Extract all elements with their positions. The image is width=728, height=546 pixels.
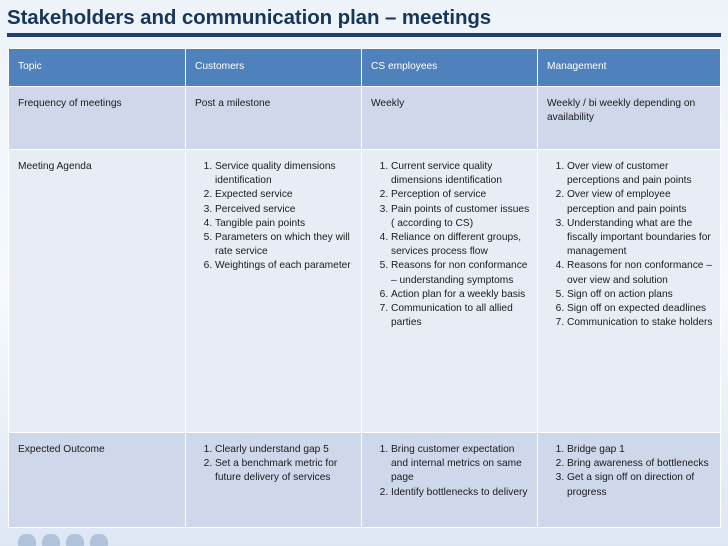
slide-title: Stakeholders and communication plan – meetings	[7, 6, 492, 29]
customers-cell: Post a milestone	[186, 87, 362, 150]
management-cell	[538, 150, 721, 433]
table-header-row	[9, 49, 721, 87]
list-item: 6. Action plan for a weekly basis	[391, 288, 531, 302]
list-item: 5. Sign off on action plans	[567, 288, 714, 302]
table-row-outcome	[9, 433, 721, 528]
topic-cell: Frequency of meetings	[9, 87, 186, 150]
customers-cell	[186, 150, 362, 433]
customers-agenda-list	[195, 160, 355, 274]
figure-shape	[42, 534, 60, 546]
list-item: 5. Reasons for non conformance – understanding symptoms	[391, 259, 531, 287]
cs-employees-cell	[362, 150, 538, 433]
topic-cell: Meeting Agenda	[9, 150, 186, 433]
list-item: 4. Tangible pain points	[215, 217, 355, 231]
list-item: 3. Perceived service	[215, 203, 355, 217]
management-cell	[538, 433, 721, 528]
table-row-frequency	[9, 87, 721, 150]
list-item: 1. Current service quality dimensions identification	[391, 160, 531, 188]
column-header-management: Management	[538, 49, 721, 87]
list-item: 3. Get a sign off on direction of progress	[567, 471, 714, 499]
list-item: 6. Weightings of each parameter	[215, 259, 355, 273]
list-item: 7. Communication to all allied parties	[391, 302, 531, 330]
list-item: 4. Reliance on different groups, services process flow	[391, 231, 531, 259]
column-header-customers: Customers	[186, 49, 362, 87]
list-item: 3. Pain points of customer issues ( according to CS)	[391, 203, 531, 231]
topic-cell: Expected Outcome	[9, 433, 186, 528]
list-item: 4. Reasons for non conformance – over view and solution	[567, 259, 714, 287]
customers-cell	[186, 433, 362, 528]
list-item: 1. Service quality dimensions identification	[215, 160, 355, 188]
figure-shape	[66, 534, 84, 546]
list-item: 1. Bring customer expectation and internal metrics on same page	[391, 443, 531, 486]
figure-shape	[90, 534, 108, 546]
list-item: 5. Parameters on which they will rate service	[215, 231, 355, 259]
list-item: 2. Bring awareness of bottlenecks	[567, 457, 714, 471]
list-item: 2. Set a benchmark metric for future delivery of services	[215, 457, 355, 485]
management-outcome-list	[547, 443, 714, 500]
cs-employees-cell	[362, 433, 538, 528]
list-item: 1. Clearly understand gap 5	[215, 443, 355, 457]
customers-outcome-list	[195, 443, 355, 486]
list-item: 1. Over view of customer perceptions and pain points	[567, 160, 714, 188]
table-row-agenda	[9, 150, 721, 433]
list-item: 1. Bridge gap 1	[567, 443, 714, 457]
list-item: 3. Understanding what are the fiscally important boundaries for management	[567, 217, 714, 260]
cs-employees-agenda-list	[371, 160, 531, 330]
column-header-topic: Topic	[9, 49, 186, 87]
management-agenda-list	[547, 160, 714, 330]
management-cell: Weekly / bi weekly depending on availability	[538, 87, 721, 150]
column-header-cs-employees: CS employees	[362, 49, 538, 87]
list-item: 2. Perception of service	[391, 188, 531, 202]
title-underline	[7, 33, 721, 37]
list-item: 2. Expected service	[215, 188, 355, 202]
background-figures-decoration	[18, 532, 138, 546]
list-item: 6. Sign off on expected deadlines	[567, 302, 714, 316]
figure-shape	[18, 534, 36, 546]
list-item: 2. Over view of employee perception and pain points	[567, 188, 714, 216]
list-item: 7. Communication to stake holders	[567, 316, 714, 330]
list-item: 2. Identify bottlenecks to delivery	[391, 486, 531, 500]
cs-employees-cell: Weekly	[362, 87, 538, 150]
cs-employees-outcome-list	[371, 443, 531, 500]
communication-plan-table	[8, 48, 721, 528]
